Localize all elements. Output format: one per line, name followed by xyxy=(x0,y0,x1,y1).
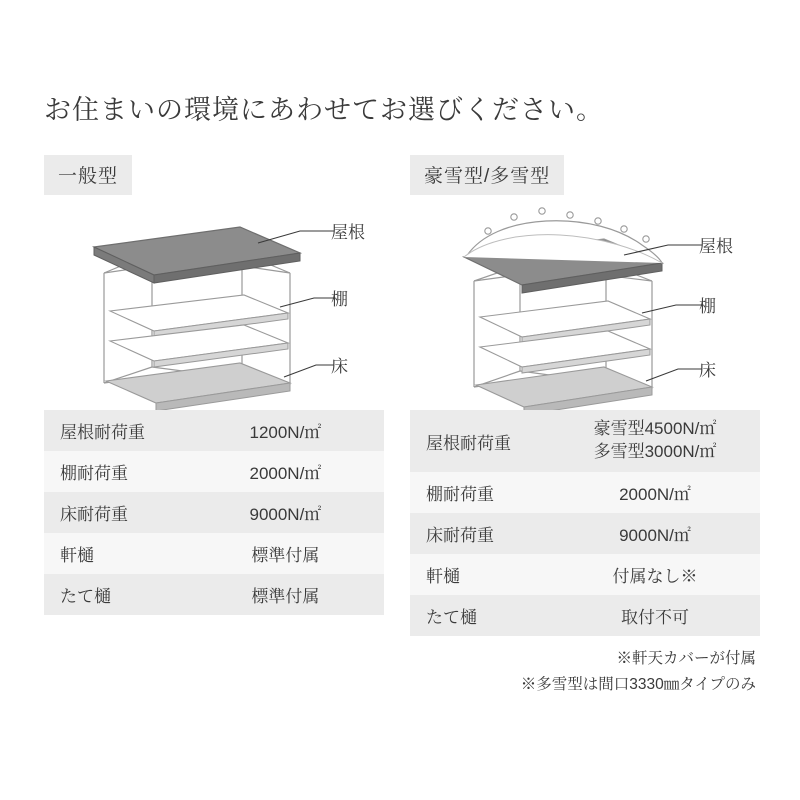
spec-value: 9000N/㎡ xyxy=(550,513,760,554)
spec-key: たて樋 xyxy=(410,595,550,636)
spec-key: 屋根耐荷重 xyxy=(410,410,550,472)
table-row xyxy=(44,410,384,451)
spec-key: 屋根耐荷重 xyxy=(44,410,187,451)
callout-roof-snow: 屋根 xyxy=(699,237,733,256)
spec-key: 床耐荷重 xyxy=(410,513,550,554)
carport-snow-diagram xyxy=(410,195,760,410)
table-row xyxy=(44,533,384,574)
callout-floor-snow: 床 xyxy=(699,361,716,380)
table-row xyxy=(410,472,760,513)
footnote-2: ※多雪型は間口3330㎜タイプのみ xyxy=(520,676,756,694)
callout-floor-standard: 床 xyxy=(331,357,348,376)
callout-shelf-snow: 棚 xyxy=(699,297,716,316)
spec-key: たて樋 xyxy=(44,574,187,615)
table-row xyxy=(44,451,384,492)
footnote-1: ※軒天カバーが付属 xyxy=(616,650,756,667)
spec-value xyxy=(550,410,760,472)
callout-roof-standard: 屋根 xyxy=(331,223,365,242)
spec-table-snow xyxy=(410,410,760,636)
spec-value: 2000N/㎡ xyxy=(550,472,760,513)
carport-standard-diagram xyxy=(44,195,384,410)
footnotes xyxy=(410,646,760,699)
spec-value: 標準付属 xyxy=(187,533,384,574)
type-label-snow: 豪雪型/多雪型 xyxy=(410,155,564,195)
spec-key: 棚耐荷重 xyxy=(44,451,187,492)
spec-key: 軒樋 xyxy=(44,533,187,574)
spec-table-standard xyxy=(44,410,384,615)
spec-value: 1200N/㎡ xyxy=(187,410,384,451)
spec-value: 9000N/㎡ xyxy=(187,492,384,533)
spec-value: 2000N/㎡ xyxy=(187,451,384,492)
type-label-standard: 一般型 xyxy=(44,155,132,195)
table-row xyxy=(44,574,384,615)
spec-value: 標準付属 xyxy=(187,574,384,615)
spec-value: 付属なし※ xyxy=(550,554,760,595)
spec-key: 棚耐荷重 xyxy=(410,472,550,513)
spec-key: 床耐荷重 xyxy=(44,492,187,533)
page-title: お住まいの環境にあわせてお選びください。 xyxy=(44,95,604,125)
column-snow-type xyxy=(410,155,760,699)
spec-value: 取付不可 xyxy=(550,595,760,636)
spec-key: 軒樋 xyxy=(410,554,550,595)
table-row xyxy=(410,513,760,554)
column-standard-type xyxy=(44,155,384,615)
table-row xyxy=(410,554,760,595)
table-row xyxy=(44,492,384,533)
table-row xyxy=(410,410,760,472)
callout-shelf-standard: 棚 xyxy=(331,290,348,309)
spec-value-line1: 豪雪型4500N/㎡ xyxy=(593,419,717,439)
spec-value-line2: 多雪型3000N/㎡ xyxy=(593,442,717,461)
table-row xyxy=(410,595,760,636)
